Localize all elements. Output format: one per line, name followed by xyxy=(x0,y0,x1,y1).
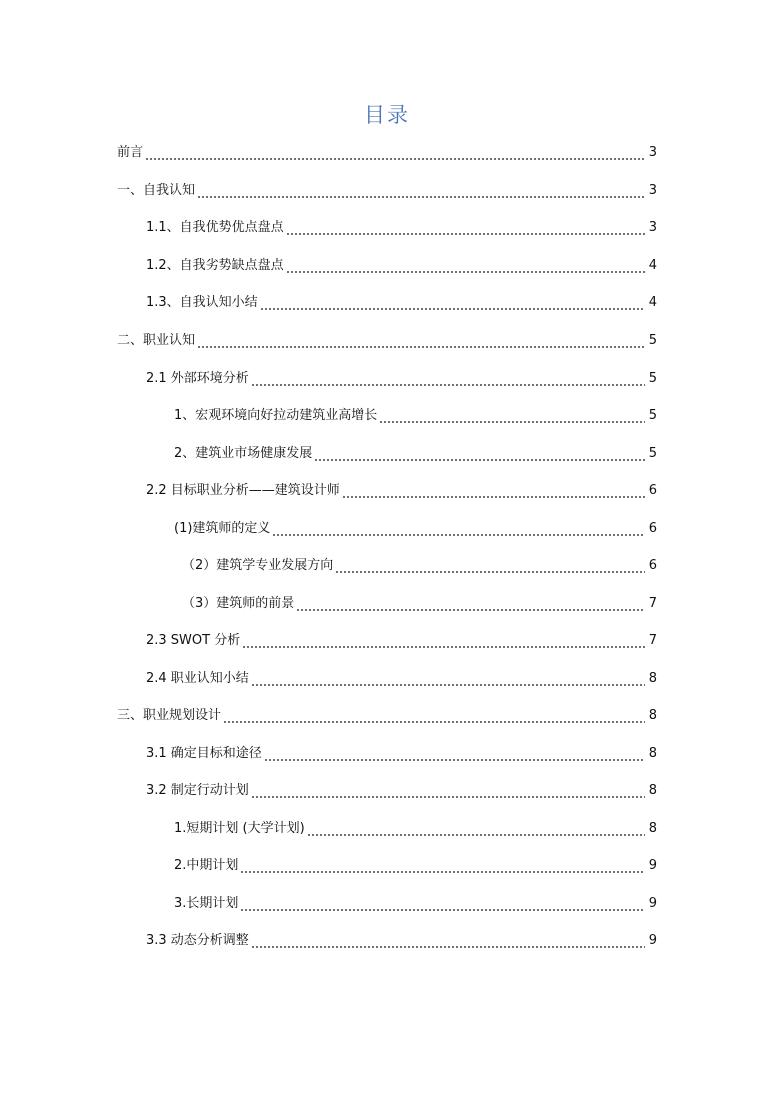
toc-entry-2-1-1[interactable] xyxy=(174,406,657,426)
dot-leader xyxy=(260,293,645,313)
dot-leader xyxy=(264,744,645,764)
dot-leader xyxy=(314,444,645,464)
dot-leader xyxy=(286,218,645,238)
toc-entry-page: 6 xyxy=(648,558,657,573)
toc-entry-page: 4 xyxy=(648,258,657,273)
dot-leader xyxy=(240,856,645,876)
toc-entry-2-3[interactable] xyxy=(146,631,657,651)
dot-leader xyxy=(272,519,645,539)
toc-entry-2-2[interactable] xyxy=(146,481,657,501)
toc-entry-page: 4 xyxy=(648,295,657,310)
toc-entry-page: 3 xyxy=(648,220,657,235)
toc-entry-1-2[interactable] xyxy=(146,256,657,276)
dot-leader xyxy=(242,631,645,651)
toc-entry-page: 8 xyxy=(648,821,657,836)
toc-entry-2-2-2[interactable] xyxy=(182,556,657,576)
toc-entry-label: 3.长期计划 xyxy=(174,896,239,911)
toc-entry-2-2-3[interactable] xyxy=(182,594,657,614)
toc-entry-label: 1.短期计划 (大学计划) xyxy=(174,821,305,836)
dot-leader xyxy=(335,556,645,576)
toc-entry-label: 1、宏观环境向好拉动建筑业高增长 xyxy=(174,408,378,423)
toc-title: 目录 xyxy=(364,103,410,127)
toc-entry-page: 8 xyxy=(648,746,657,761)
toc-entry-preface[interactable] xyxy=(117,143,657,163)
toc-entry-3-2-1[interactable] xyxy=(174,819,657,839)
toc-entry-3-1[interactable] xyxy=(146,744,657,764)
toc-entry-3-2-2[interactable] xyxy=(174,856,657,876)
toc-entry-page: 5 xyxy=(648,333,657,348)
dot-leader xyxy=(251,931,645,951)
toc-entry-label: 2.4 职业认知小结 xyxy=(146,671,249,686)
dot-leader xyxy=(296,594,645,614)
toc-entry-label: 二、职业认知 xyxy=(117,333,196,348)
toc-entry-label: 2.中期计划 xyxy=(174,858,239,873)
toc-entry-1-1[interactable] xyxy=(146,218,657,238)
toc-entry-label: 1.2、自我劣势缺点盘点 xyxy=(146,258,284,273)
toc-entry-page: 7 xyxy=(648,633,657,648)
dot-leader xyxy=(145,143,645,163)
toc-entry-2-2-1[interactable] xyxy=(174,519,657,539)
toc-entry-label: 3.3 动态分析调整 xyxy=(146,933,249,948)
toc-entry-label: 3.1 确定目标和途径 xyxy=(146,746,262,761)
toc-entry-label: 1.3、自我认知小结 xyxy=(146,295,258,310)
toc-entry-page: 9 xyxy=(648,858,657,873)
toc-entry-page: 7 xyxy=(648,596,657,611)
toc-entry-2-1-2[interactable] xyxy=(174,444,657,464)
toc-entry-label: 2.1 外部环境分析 xyxy=(146,371,249,386)
toc-entry-label: 1.1、自我优势优点盘点 xyxy=(146,220,284,235)
dot-leader xyxy=(197,181,645,201)
toc-entry-1-3[interactable] xyxy=(146,293,657,313)
toc-entry-label: 2、建筑业市场健康发展 xyxy=(174,446,313,461)
toc-entry-page: 3 xyxy=(648,145,657,160)
toc-entry-label: 3.2 制定行动计划 xyxy=(146,783,249,798)
toc-entry-career-planning[interactable] xyxy=(117,706,657,726)
toc-entry-label: 三、职业规划设计 xyxy=(117,708,222,723)
dot-leader xyxy=(251,781,645,801)
toc-entry-3-2[interactable] xyxy=(146,781,657,801)
toc-entry-label: 前言 xyxy=(117,145,144,160)
toc-entry-page: 9 xyxy=(648,896,657,911)
toc-entry-label: 2.3 SWOT 分析 xyxy=(146,633,241,648)
dot-leader xyxy=(251,669,645,689)
dot-leader xyxy=(251,369,645,389)
toc-entry-page: 8 xyxy=(648,671,657,686)
dot-leader xyxy=(342,481,645,501)
toc-entry-page: 5 xyxy=(648,446,657,461)
toc-entry-label: （2）建筑学专业发展方向 xyxy=(182,558,334,573)
toc-entry-label: (1)建筑师的定义 xyxy=(174,521,271,536)
toc-entry-page: 6 xyxy=(648,521,657,536)
toc-entry-label: 一、自我认知 xyxy=(117,183,196,198)
dot-leader xyxy=(286,256,645,276)
toc-entry-label: 2.2 目标职业分析——建筑设计师 xyxy=(146,483,340,498)
dot-leader xyxy=(223,706,645,726)
toc-entry-page: 3 xyxy=(648,183,657,198)
toc-entry-career-awareness[interactable] xyxy=(117,331,657,351)
dot-leader xyxy=(379,406,645,426)
dot-leader xyxy=(307,819,645,839)
dot-leader xyxy=(240,894,645,914)
toc-entry-label: （3）建筑师的前景 xyxy=(182,596,295,611)
toc-entry-3-2-3[interactable] xyxy=(174,894,657,914)
toc-entry-page: 6 xyxy=(648,483,657,498)
toc-entry-self-awareness[interactable] xyxy=(117,181,657,201)
toc-entry-2-4[interactable] xyxy=(146,669,657,689)
toc-entry-3-3[interactable] xyxy=(146,931,657,951)
toc-entry-page: 8 xyxy=(648,708,657,723)
toc-entry-page: 9 xyxy=(648,933,657,948)
toc-entry-2-1[interactable] xyxy=(146,369,657,389)
toc-entry-page: 5 xyxy=(648,371,657,386)
dot-leader xyxy=(197,331,645,351)
toc-entry-page: 8 xyxy=(648,783,657,798)
toc-entry-page: 5 xyxy=(648,408,657,423)
